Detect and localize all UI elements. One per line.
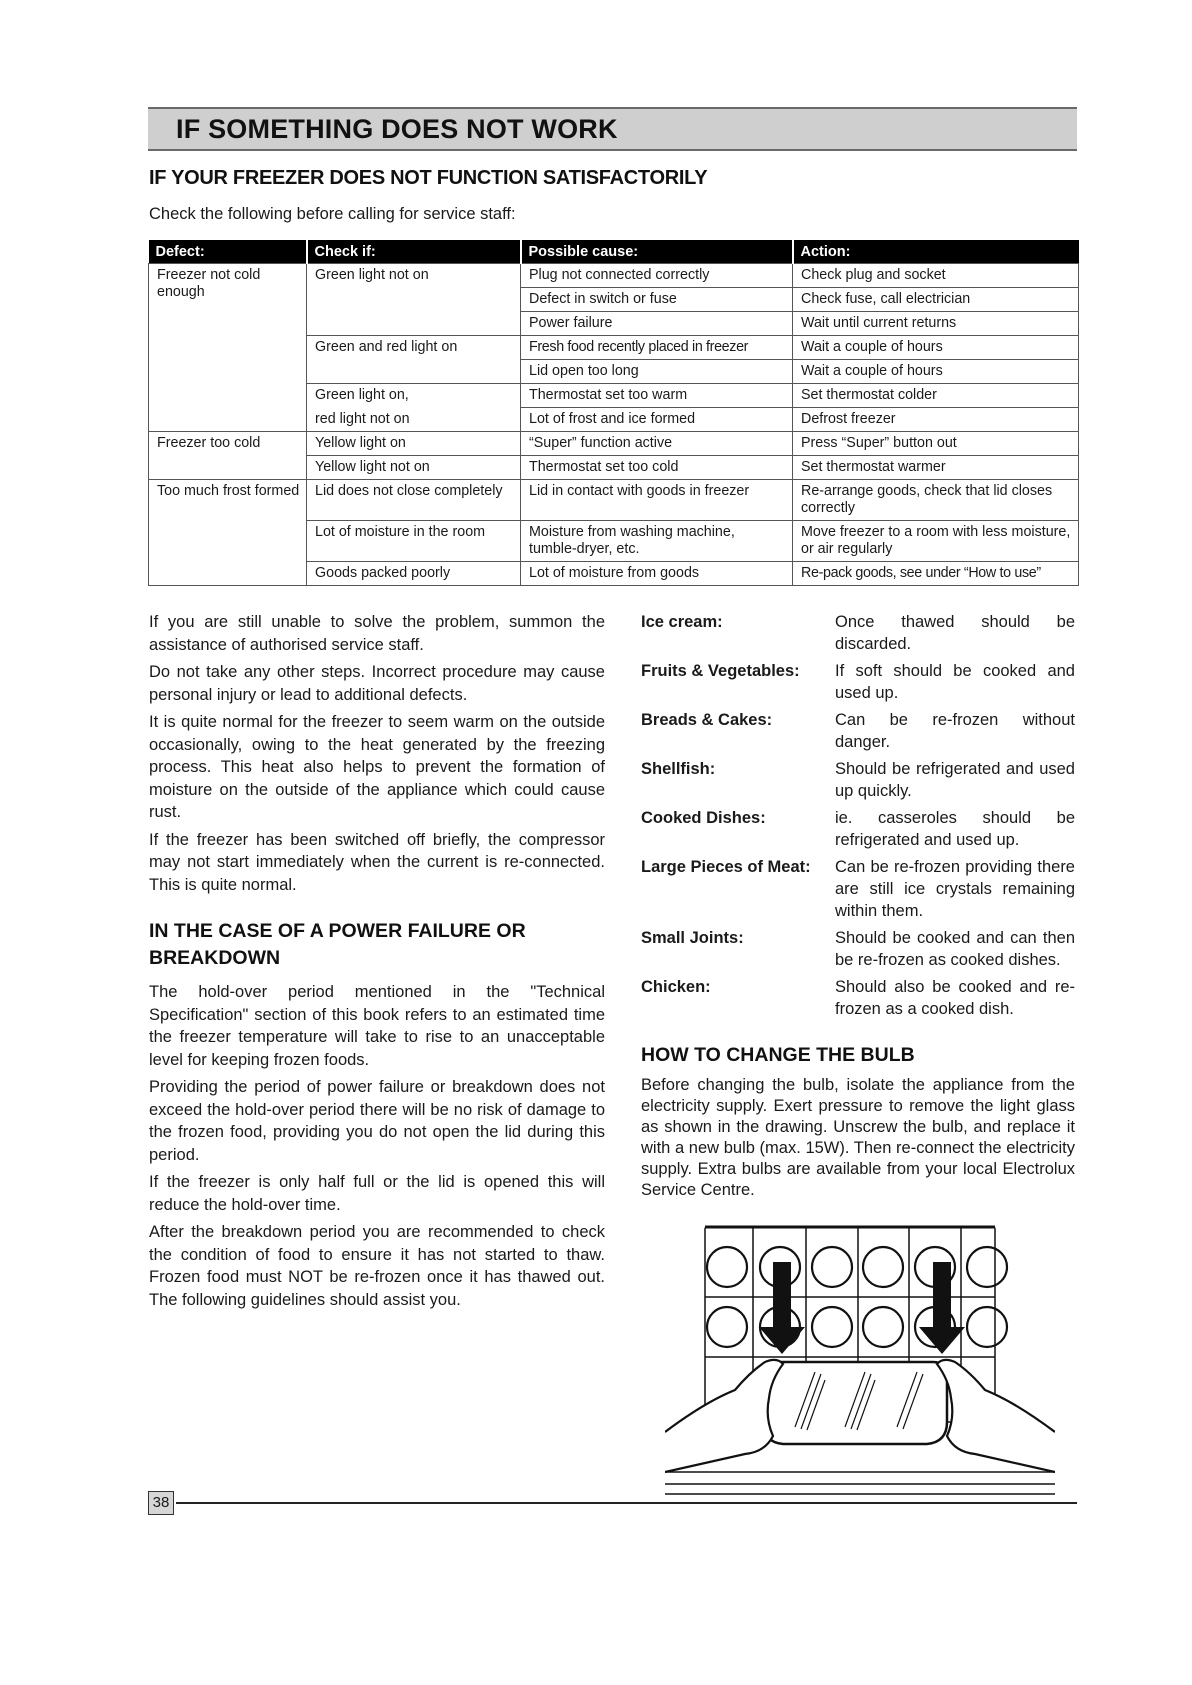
cause-cell: Power failure xyxy=(521,312,793,336)
action-cell: Wait a couple of hours xyxy=(793,360,1079,384)
cause-cell: Moisture from washing machine, tumble-dryer, etc. xyxy=(521,521,793,562)
check-cell: red light not on xyxy=(307,408,521,432)
check-cell: Lid does not close completely xyxy=(307,480,521,521)
food-guideline xyxy=(641,611,1075,655)
food-guideline xyxy=(641,660,1075,704)
food-name: Chicken: xyxy=(641,978,711,996)
table-row xyxy=(149,264,1079,288)
footer-rule xyxy=(176,1502,1077,1504)
paragraph: Do not take any other steps. Incorrect procedure may cause personal injury or lead to additional defects. xyxy=(149,663,605,704)
paragraph: The hold-over period mentioned in the "Technical Specification" section of this book refers to an estimated time the freezer temperature will take to rise to an unacceptable level for keeping frozen foods. xyxy=(149,983,605,1069)
check-cell: Green light not on xyxy=(307,264,521,336)
light-glass-cover xyxy=(763,1362,947,1444)
food-guideline xyxy=(641,856,1075,922)
food-guideline xyxy=(641,807,1075,851)
food-advice: Should also be cooked and re-frozen as a cooked dish. xyxy=(835,978,1075,1018)
food-advice: ie. casseroles should be refrigerated and used up. xyxy=(835,809,1075,849)
food-guideline xyxy=(641,927,1075,971)
section-title-power-failure: IN THE CASE OF A POWER FAILURE OR BREAKDOWN xyxy=(149,920,526,969)
right-hand xyxy=(937,1360,1055,1472)
defect-cell: Too much frost formed xyxy=(149,480,307,586)
check-cell: Yellow light not on xyxy=(307,456,521,480)
food-advice: Can be re-frozen providing there are still ice crystals remaining within them. xyxy=(835,858,1075,920)
check-cell: Yellow light on xyxy=(307,432,521,456)
paragraph: If the freezer is only half full or the lid is opened this will reduce the hold-over time. xyxy=(149,1173,605,1214)
food-name: Breads & Cakes: xyxy=(641,711,773,729)
food-advice: Once thawed should be discarded. xyxy=(835,613,1075,653)
page-header xyxy=(148,107,1077,151)
paragraph: It is quite normal for the freezer to seem warm on the outside occasionally, owing to the heat generated by the freezing process. This heat also helps to prevent the formation of moisture on the outside of the appliance which could cause rust. xyxy=(149,713,605,821)
section-title-bulb: HOW TO CHANGE THE BULB xyxy=(641,1044,915,1066)
action-cell: Re-pack goods, see under “How to use” xyxy=(793,562,1079,586)
food-guideline xyxy=(641,976,1075,1020)
table-row xyxy=(149,480,1079,521)
cause-cell: Lot of frost and ice formed xyxy=(521,408,793,432)
header-check-if: Check if: xyxy=(307,240,521,264)
action-cell: Move freezer to a room with less moisture, or air regularly xyxy=(793,521,1079,562)
cause-cell: Thermostat set too warm xyxy=(521,384,793,408)
action-cell: Wait a couple of hours xyxy=(793,336,1079,360)
action-cell: Press “Super” button out xyxy=(793,432,1079,456)
check-cell: Green light on, xyxy=(307,384,521,408)
defect-cell: Freezer too cold xyxy=(149,432,307,480)
food-advice: Can be re-frozen without danger. xyxy=(835,711,1075,751)
bulb-instructions: Before changing the bulb, isolate the appliance from the electricity supply. Exert pressure to remove the light glass as shown in the drawing. Unscrew the bulb, and replace it with a new bulb (max. 15W). Then re-connect the electricity supply. Extra bulbs are available from your local Electrolux Service Centre. xyxy=(641,1076,1075,1199)
left-hand xyxy=(665,1360,783,1472)
cause-cell: Lot of moisture from goods xyxy=(521,562,793,586)
bulb-change-illustration xyxy=(665,1222,1055,1497)
cause-cell: Lid open too long xyxy=(521,360,793,384)
header-defect: Defect: xyxy=(149,240,307,264)
section-title-freezer: IF YOUR FREEZER DOES NOT FUNCTION SATISFACTORILY xyxy=(149,167,708,189)
check-cell: Lot of moisture in the room xyxy=(307,521,521,562)
section-intro: Check the following before calling for service staff: xyxy=(149,205,516,223)
cause-cell: Fresh food recently placed in freezer xyxy=(521,336,793,360)
paragraph: After the breakdown period you are recommended to check the condition of food to ensure it has not started to thaw. Frozen food must NOT be re-frozen once it has thawed out. The following guidelines should assist you. xyxy=(149,1223,605,1309)
food-advice: Should be cooked and can then be re-frozen as cooked dishes. xyxy=(835,929,1075,969)
food-name: Large Pieces of Meat: xyxy=(641,858,811,876)
paragraph: If you are still unable to solve the problem, summon the assistance of authorised service staff. xyxy=(149,613,605,654)
action-cell: Check fuse, call electrician xyxy=(793,288,1079,312)
cause-cell: Plug not connected correctly xyxy=(521,264,793,288)
action-cell: Set thermostat warmer xyxy=(793,456,1079,480)
left-column xyxy=(149,611,605,1316)
food-guideline xyxy=(641,709,1075,753)
troubleshooting-table xyxy=(148,240,1079,586)
page-number: 38 xyxy=(148,1491,174,1515)
action-cell: Wait until current returns xyxy=(793,312,1079,336)
food-advice: Should be refrigerated and used up quickly. xyxy=(835,760,1075,800)
action-cell: Set thermostat colder xyxy=(793,384,1079,408)
paragraph: If the freezer has been switched off briefly, the compressor may not start immediately when the current is re-connected. This is quite normal. xyxy=(149,830,605,894)
food-name: Ice cream: xyxy=(641,613,723,631)
cause-cell: Defect in switch or fuse xyxy=(521,288,793,312)
cause-cell: Thermostat set too cold xyxy=(521,456,793,480)
table-row xyxy=(149,432,1079,456)
paragraph: Providing the period of power failure or breakdown does not exceed the hold-over period there will be no risk of damage to the frozen food, providing you do not open the lid during this period. xyxy=(149,1078,605,1164)
food-advice: If soft should be cooked and used up. xyxy=(835,662,1075,702)
header-action: Action: xyxy=(793,240,1079,264)
table-header-row xyxy=(149,240,1079,264)
action-cell: Check plug and socket xyxy=(793,264,1079,288)
header-possible-cause: Possible cause: xyxy=(521,240,793,264)
check-cell: Green and red light on xyxy=(307,336,521,384)
cause-cell: “Super” function active xyxy=(521,432,793,456)
food-guideline xyxy=(641,758,1075,802)
right-column xyxy=(641,611,1075,1201)
page-title: IF SOMETHING DOES NOT WORK xyxy=(176,114,618,144)
cause-cell: Lid in contact with goods in freezer xyxy=(521,480,793,521)
action-cell: Defrost freezer xyxy=(793,408,1079,432)
action-cell: Re-arrange goods, check that lid closes correctly xyxy=(793,480,1079,521)
food-name: Small Joints: xyxy=(641,929,744,947)
check-cell: Goods packed poorly xyxy=(307,562,521,586)
food-name: Fruits & Vegetables: xyxy=(641,662,800,680)
food-name: Shellfish: xyxy=(641,760,716,778)
defect-cell: Freezer not cold enough xyxy=(149,264,307,432)
food-name: Cooked Dishes: xyxy=(641,809,766,827)
